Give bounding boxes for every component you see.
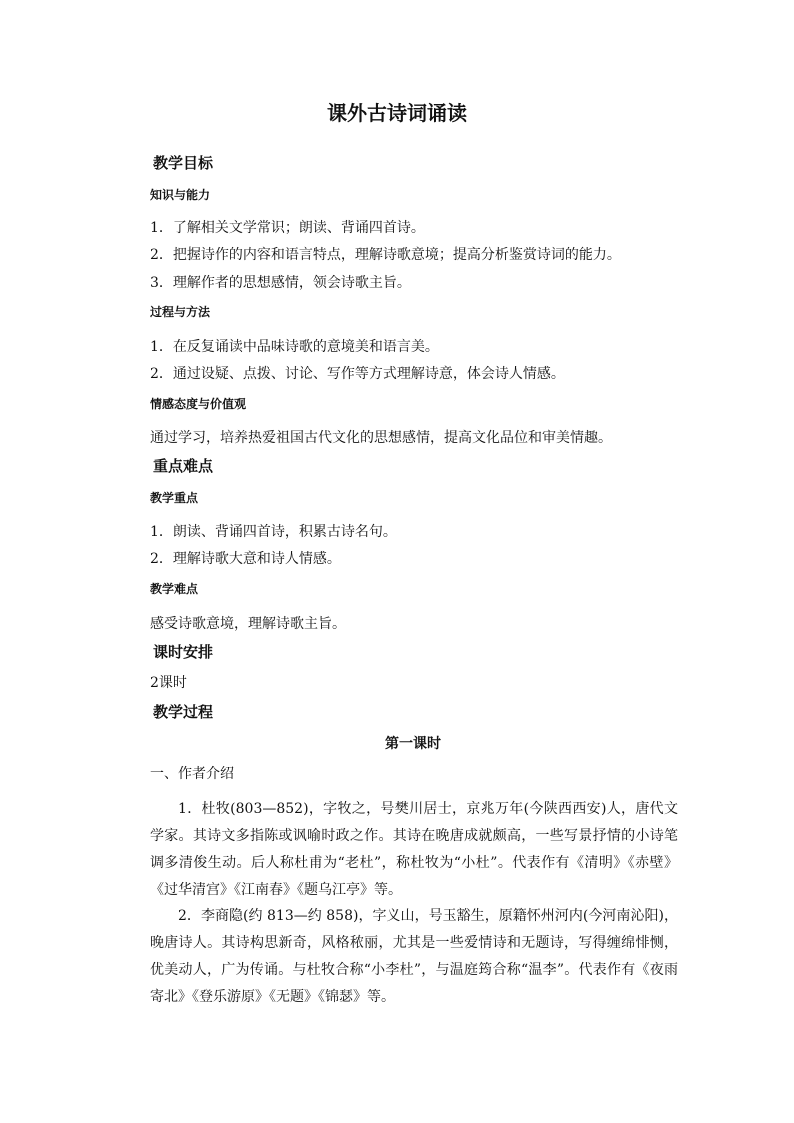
emotion-text: 通过学习，培养热爱祖国古代文化的思想感情，提高文化品位和审美情趣。 — [150, 430, 612, 446]
difficulty-text: 感受诗歌意境，理解诗歌主旨。 — [150, 616, 346, 632]
section-heading-schedule: 课时安排 — [153, 643, 214, 661]
section-heading-key-points: 重点难点 — [153, 457, 214, 475]
document-title: 课外古诗词诵读 — [327, 101, 467, 125]
section-heading-objectives: 教学目标 — [153, 154, 214, 172]
focus-item-1: 1．朗读、背诵四首诗，积累古诗名句。 — [150, 524, 397, 540]
knowledge-item-3: 3．理解作者的思想感情，领会诗歌主旨。 — [150, 275, 411, 291]
process-item-2: 2．通过设疑、点拨、讨论、写作等方式理解诗意，体会诗人情感。 — [150, 366, 565, 382]
subheading-knowledge: 知识与能力 — [150, 188, 211, 202]
subheading-difficulty: 教学难点 — [150, 582, 199, 596]
section-heading-teaching-process: 教学过程 — [153, 703, 214, 721]
author-intro-heading: 一、作者介绍 — [150, 766, 234, 782]
knowledge-item-2: 2．把握诗作的内容和语言特点，理解诗歌意境；提高分析鉴赏诗词的能力。 — [150, 247, 621, 263]
lesson-title: 第一课时 — [385, 736, 441, 752]
focus-item-2: 2．理解诗歌大意和诗人情感。 — [150, 551, 341, 567]
author-bio-li-shangyin: 2．李商隐(约 813—约 858)，字义山，号玉豁生，原籍怀州河内(今河南沁阳)，晚唐诗人。其诗构思新奇，风格秾丽，尤其是一些爱情诗和无题诗，写得缠绵悱恻，优美动人，广为传诵。与杜牧合称“小李杜”，与温庭筠合称“温李”。代表作有《夜雨寄北》《登乐游原》《无题》《锦瑟》等。 — [150, 908, 678, 1005]
knowledge-item-1: 1．了解相关文学常识；朗读、背诵四首诗。 — [150, 220, 425, 236]
author-bio-du-mu: 1．杜牧(803—852)，字牧之，号樊川居士，京兆万年(今陕西西安)人，唐代文学家。其诗文多指陈或讽喻时政之作。其诗在晚唐成就颇高，一些写景抒情的小诗笔调多清俊生动。后人称杜甫为“老杜”，称杜牧为“小杜”。代表作有《清明》《赤壁》《过华清宫》《江南春》《题乌江亭》等。 — [150, 801, 678, 898]
subheading-process: 过程与方法 — [150, 305, 211, 319]
subheading-emotion: 情感态度与价值观 — [150, 397, 247, 411]
process-item-1: 1．在反复诵读中品味诗歌的意境美和语言美。 — [150, 339, 439, 355]
subheading-focus: 教学重点 — [150, 491, 199, 505]
schedule-text: 2课时 — [150, 675, 187, 691]
